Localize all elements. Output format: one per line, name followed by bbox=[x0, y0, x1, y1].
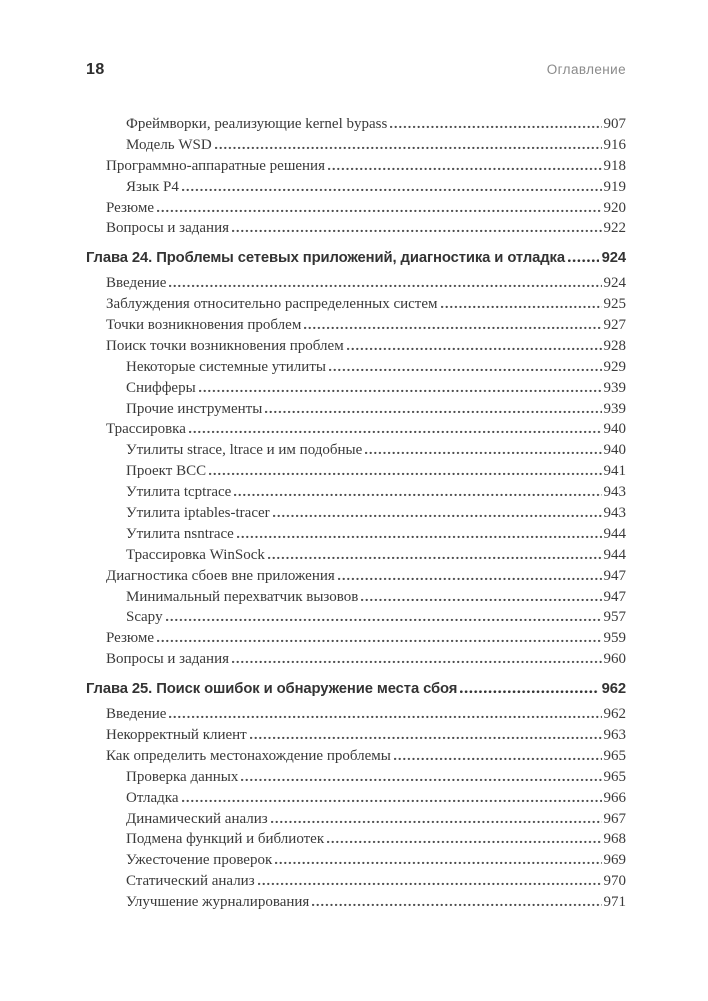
toc-entry bbox=[86, 704, 626, 725]
dot-leader bbox=[441, 303, 602, 308]
toc-entry-page: 959 bbox=[603, 630, 626, 647]
toc-entry-page: 939 bbox=[603, 379, 626, 396]
toc-entry bbox=[86, 850, 626, 871]
dot-leader bbox=[157, 207, 601, 212]
toc-entry bbox=[86, 357, 626, 378]
dot-leader bbox=[232, 658, 602, 663]
toc-entry bbox=[86, 829, 626, 850]
toc-entry-title: Точки возникновения проблем bbox=[106, 317, 302, 334]
toc-entry-page: 969 bbox=[603, 852, 626, 869]
dot-leader bbox=[189, 428, 602, 433]
toc-entry-page: 962 bbox=[603, 706, 626, 723]
toc-entry-title: Минимальный перехватчик вызовов bbox=[126, 588, 359, 605]
dot-leader bbox=[234, 491, 601, 496]
toc-entry bbox=[86, 809, 626, 830]
toc-entry-page: 940 bbox=[603, 421, 626, 438]
toc-entry-page: 939 bbox=[603, 400, 626, 417]
toc-entry-page: 960 bbox=[603, 651, 626, 668]
toc-entry-page: 941 bbox=[603, 463, 626, 480]
dot-leader bbox=[338, 575, 602, 580]
toc-entry-title: Проверка данных bbox=[126, 768, 239, 785]
toc-entry-title: Введение bbox=[106, 275, 167, 292]
dot-leader bbox=[327, 838, 601, 843]
dot-leader bbox=[275, 859, 601, 864]
dot-leader bbox=[568, 257, 599, 262]
toc-entry bbox=[86, 746, 626, 767]
toc-entry-title: Модель WSD bbox=[126, 136, 212, 153]
toc-entry bbox=[86, 114, 626, 135]
dot-leader bbox=[182, 797, 602, 802]
toc-entry-title: Утилиты strace, ltrace и им подобные bbox=[126, 442, 363, 459]
dot-leader bbox=[390, 123, 601, 128]
table-of-contents bbox=[86, 114, 626, 913]
toc-entry-title: Диагностика сбоев вне приложения bbox=[106, 567, 335, 584]
dot-leader bbox=[199, 387, 602, 392]
dot-leader bbox=[265, 408, 601, 413]
toc-entry bbox=[86, 336, 626, 357]
toc-entry-page: 962 bbox=[601, 681, 626, 698]
toc-entry-title: Ужесточение проверок bbox=[126, 852, 273, 869]
toc-entry-title: Язык P4 bbox=[126, 178, 179, 195]
toc-entry-title: Глава 25. Поиск ошибок и обнаружение места сбоя bbox=[86, 681, 458, 698]
toc-entry bbox=[86, 628, 626, 649]
page-number: 18 bbox=[86, 61, 105, 78]
toc-entry-page: 924 bbox=[603, 275, 626, 292]
toc-entry bbox=[86, 524, 626, 545]
toc-entry-title: Утилита tcptrace bbox=[126, 484, 232, 501]
toc-entry-page: 907 bbox=[603, 116, 626, 132]
dot-leader bbox=[365, 449, 601, 454]
dot-leader bbox=[273, 512, 602, 517]
toc-entry bbox=[86, 788, 626, 809]
toc-entry-page: 968 bbox=[603, 831, 626, 848]
toc-entry-title: Некоторые системные утилиты bbox=[126, 358, 326, 375]
toc-entry-title: Проект BCC bbox=[126, 463, 207, 480]
dot-leader bbox=[328, 165, 602, 170]
dot-leader bbox=[182, 186, 602, 191]
toc-entry bbox=[86, 399, 626, 420]
dot-leader bbox=[394, 755, 602, 760]
toc-entry bbox=[86, 378, 626, 399]
toc-entry-page: 965 bbox=[603, 747, 626, 764]
toc-entry-page: 965 bbox=[603, 768, 626, 785]
toc-entry-title: Утилита iptables-tracer bbox=[126, 505, 270, 522]
dot-leader bbox=[241, 776, 601, 781]
toc-entry-page: 918 bbox=[603, 157, 626, 174]
toc-entry-title: Резюме bbox=[106, 199, 155, 216]
toc-entry-page: 922 bbox=[603, 220, 626, 237]
toc-entry bbox=[86, 273, 626, 294]
toc-entry bbox=[86, 545, 626, 566]
toc-entry-title: Улучшение журналирования bbox=[126, 894, 310, 911]
dot-leader bbox=[304, 324, 601, 329]
toc-entry-title: Некорректный клиент bbox=[106, 726, 247, 743]
toc-entry-page: 927 bbox=[603, 317, 626, 334]
toc-entry-page: 944 bbox=[603, 525, 626, 542]
dot-leader bbox=[215, 144, 602, 149]
running-title: Оглавление bbox=[546, 62, 626, 77]
toc-entry-title: Динамический анализ bbox=[126, 810, 268, 827]
dot-leader bbox=[258, 880, 602, 885]
toc-entry-title: Поиск точки возникновения проблем bbox=[106, 337, 344, 354]
toc-entry bbox=[86, 503, 626, 524]
toc-entry-page: 947 bbox=[603, 567, 626, 584]
toc-entry-title: Трассировка WinSock bbox=[126, 546, 265, 563]
toc-entry bbox=[86, 482, 626, 503]
toc-entry bbox=[86, 419, 626, 440]
toc-entry bbox=[86, 198, 626, 219]
running-header bbox=[86, 61, 626, 79]
toc-entry bbox=[86, 440, 626, 461]
toc-entry-title: Утилита nsntrace bbox=[126, 525, 234, 542]
dot-leader bbox=[271, 818, 602, 823]
toc-entry bbox=[86, 156, 626, 177]
toc-entry-title: Снифферы bbox=[126, 379, 196, 396]
toc-entry-title: Фреймворки, реализующие kernel bypass bbox=[126, 116, 388, 132]
toc-entry-page: 943 bbox=[603, 484, 626, 501]
dot-leader bbox=[250, 734, 602, 739]
toc-entry-title: Отладка bbox=[126, 789, 179, 806]
toc-entry bbox=[86, 218, 626, 239]
toc-entry-page: 928 bbox=[603, 337, 626, 354]
dot-leader bbox=[460, 688, 598, 693]
toc-entry-title: Подмена функций и библиотек bbox=[126, 831, 325, 848]
dot-leader bbox=[209, 470, 601, 475]
dot-leader bbox=[361, 596, 601, 601]
toc-entry-title: Глава 24. Проблемы сетевых приложений, диагностика и отладка bbox=[86, 250, 565, 267]
toc-entry-page: 957 bbox=[603, 609, 626, 626]
dot-leader bbox=[312, 901, 601, 906]
toc-entry-page: 967 bbox=[603, 810, 626, 827]
toc-entry-page: 925 bbox=[603, 296, 626, 313]
toc-entry-page: 940 bbox=[603, 442, 626, 459]
toc-entry bbox=[86, 725, 626, 746]
dot-leader bbox=[268, 554, 602, 559]
toc-entry bbox=[86, 315, 626, 336]
toc-entry-title: Прочие инструменты bbox=[126, 400, 263, 417]
dot-leader bbox=[347, 345, 602, 350]
toc-entry bbox=[86, 566, 626, 587]
toc-entry bbox=[86, 294, 626, 315]
toc-entry-page: 966 bbox=[603, 789, 626, 806]
dot-leader bbox=[169, 713, 601, 718]
toc-entry bbox=[86, 177, 626, 198]
toc-entry-title: Как определить местонахождение проблемы bbox=[106, 747, 391, 764]
toc-entry-page: 924 bbox=[601, 250, 626, 267]
toc-entry-page: 970 bbox=[603, 873, 626, 890]
toc-entry bbox=[86, 135, 626, 156]
dot-leader bbox=[166, 616, 602, 621]
toc-entry-page: 929 bbox=[603, 358, 626, 375]
toc-entry-title: Резюме bbox=[106, 630, 155, 647]
toc-entry-page: 916 bbox=[603, 136, 626, 153]
toc-entry bbox=[86, 871, 626, 892]
toc-entry bbox=[86, 461, 626, 482]
toc-entry bbox=[86, 892, 626, 913]
toc-chapter-heading bbox=[86, 679, 626, 700]
toc-entry-title: Введение bbox=[106, 706, 167, 723]
toc-entry-title: Программно-аппаратные решения bbox=[106, 157, 325, 174]
toc-entry-title: Трассировка bbox=[106, 421, 186, 438]
toc-chapter-heading bbox=[86, 248, 626, 269]
toc-entry bbox=[86, 767, 626, 788]
toc-entry-page: 963 bbox=[603, 726, 626, 743]
toc-entry-page: 919 bbox=[603, 178, 626, 195]
dot-leader bbox=[237, 533, 602, 538]
toc-entry-title: Scapy bbox=[126, 609, 163, 626]
dot-leader bbox=[329, 366, 602, 371]
toc-entry-page: 947 bbox=[603, 588, 626, 605]
toc-entry-page: 920 bbox=[603, 199, 626, 216]
toc-entry-title: Вопросы и задания bbox=[106, 651, 229, 668]
toc-entry bbox=[86, 587, 626, 608]
toc-entry-page: 944 bbox=[603, 546, 626, 563]
toc-entry-page: 943 bbox=[603, 505, 626, 522]
dot-leader bbox=[232, 227, 602, 232]
toc-entry-page: 971 bbox=[603, 894, 626, 911]
toc-entry-title: Вопросы и задания bbox=[106, 220, 229, 237]
toc-entry bbox=[86, 649, 626, 670]
toc-entry-title: Заблуждения относительно распределенных систем bbox=[106, 296, 438, 313]
dot-leader bbox=[169, 282, 601, 287]
toc-entry bbox=[86, 607, 626, 628]
toc-entry-title: Статический анализ bbox=[126, 873, 255, 890]
dot-leader bbox=[157, 637, 601, 642]
